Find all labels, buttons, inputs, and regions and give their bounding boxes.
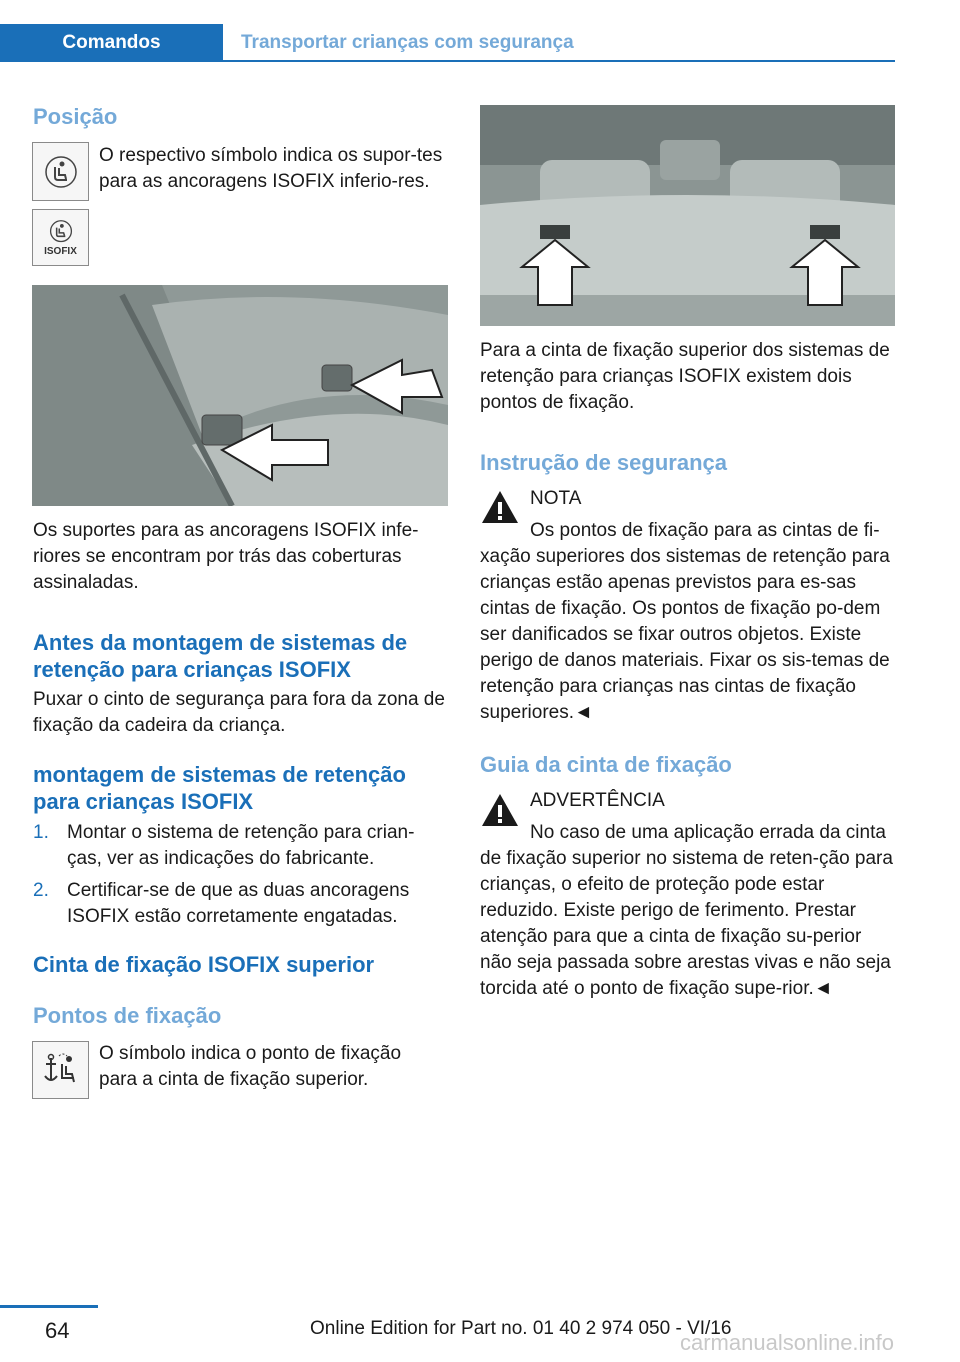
header-rule [223,60,895,62]
rear-seat-illustration [32,285,448,506]
photo1-caption: Os suportes para as ancoragens ISOFIX infe-riores se encontram por trás das coberturas assinaladas. [33,520,419,593]
posicao-text: O respectivo símbolo indica os supor-tes para as ancoragens ISOFIX inferio-res. [99,145,443,192]
tether-point-photo [480,105,895,326]
posicao-heading: Posição [33,104,118,129]
page-number: 64 [45,1318,70,1343]
antes-heading: Antes da montagem de sistemas de retenção para crianças ISOFIX [33,630,408,682]
cinta-heading: Cinta de fixação ISOFIX superior [33,952,375,977]
child-seat-icon [44,155,78,189]
step-text: Certificar-se de que as duas ancoragens ISOFIX estão corretamente engatadas. [67,880,410,927]
footer-rule [0,1305,98,1308]
antes-text: Puxar o cinto de segurança para fora da zona de fixação da cadeira da criança. [33,689,445,736]
isofix-anchor-photo [32,285,448,506]
step-number: 1. [33,822,49,843]
page-header [0,24,895,62]
rear-shelf-illustration [480,105,895,326]
watermark: carmanualsonline.info [680,1330,895,1355]
child-seat-isofix-icon [46,219,76,245]
pontos-text: O símbolo indica o ponto de fixação para a cinta de fixação superior. [99,1043,402,1090]
montagem-steps [33,820,453,940]
isofix-label: ISOFIX [44,245,77,257]
section-title[interactable]: Transportar crianças com segurança [241,32,574,53]
advertencia-text: No caso de uma aplicação errada da cinta de fixação superior no sistema de reten-ção para crianças, o efeito de proteção pode estar reduzido. Existe perigo de ferimento. Prestar atenção para que a cinta de fixação su-perior não seja passada sobre arestas vivas e não seja torcida até o ponto de fixação supe-rior.◄ [480,822,893,999]
step-text: Montar o sistema de retenção para crian-ças, ver as indicações do fabricante. [67,822,415,869]
nota-label: NOTA [530,488,582,509]
chapter-tab[interactable]: Comandos [0,24,223,62]
edition-note: Online Edition for Part no. 01 40 2 974 050 - VI/16 [310,1318,732,1339]
instrucao-heading: Instrução de segurança [480,450,727,475]
advertencia-label: ADVERTÊNCIA [530,790,665,811]
child-seat-symbol [32,142,89,201]
step-number: 2. [33,880,49,901]
tether-anchor-icon [41,1050,81,1090]
nota-text: Os pontos de fixação para as cintas de fi-xação superiores dos sistemas de retenção para crianças estão apenas previstos para es-sas cintas de fixação. Os pontos de fixação po-dem ser danificados se fixar outros objetos. Existe perigo de danos materiais. Fixar os sis-temas de retenção para crianças nas cintas de fixação superiores.◄ [480,520,890,723]
montagem-heading: montagem de sistemas de retenção para crianças ISOFIX [33,762,406,814]
guia-heading: Guia da cinta de fixação [480,752,732,777]
photo2-caption: Para a cinta de fixação superior dos sistemas de retenção para crianças ISOFIX existem dois pontos de fixação. [480,340,890,413]
isofix-symbol [32,209,89,266]
pontos-heading: Pontos de fixação [33,1003,222,1028]
tether-symbol [32,1041,89,1099]
